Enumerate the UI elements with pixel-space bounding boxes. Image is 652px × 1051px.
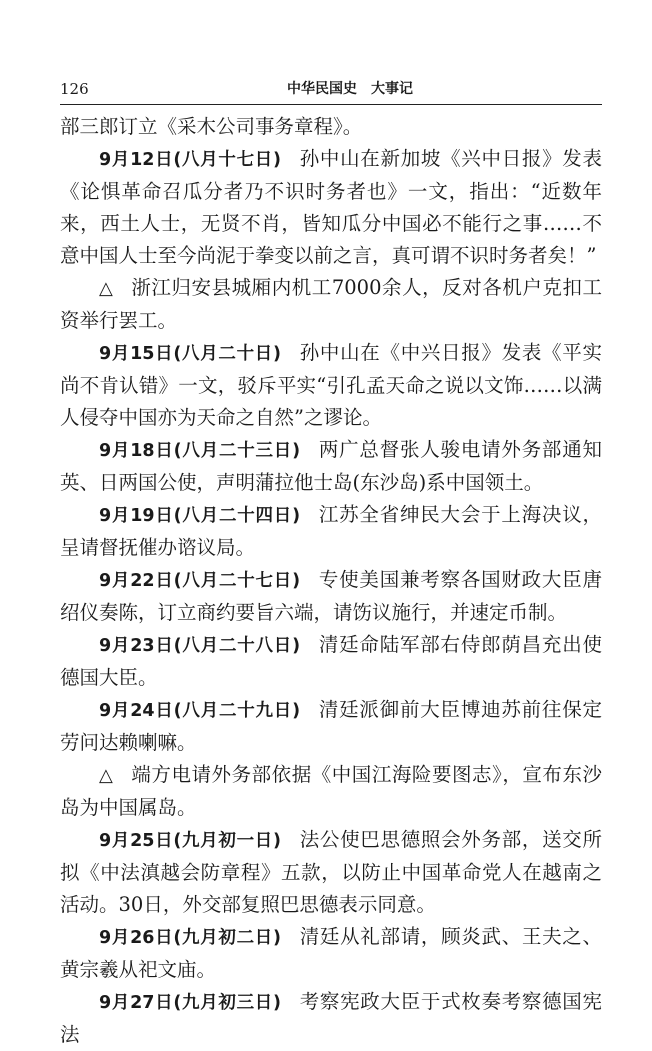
entry-paragraph — [60, 143, 602, 272]
entry-date: 9月22日(八月二十七日) — [99, 571, 301, 591]
entry-text: 专使美国兼考察各国财政大臣唐绍仪奏陈，订立商约要旨六端，请饬议施行，并速定币制。 — [60, 568, 602, 624]
entry-paragraph — [60, 694, 602, 759]
entry-paragraph — [60, 564, 602, 629]
entry-paragraph — [60, 434, 602, 499]
entry-date: 9月24日(八月二十九日) — [99, 701, 301, 721]
entry-date: 9月12日(八月十七日) — [99, 150, 282, 170]
entry-text: 端方电请外务部依据《中国江海险要图志》，宣布东沙岛为中国属岛。 — [60, 763, 602, 819]
entry-date: 9月25日(九月初一日) — [99, 831, 282, 851]
entry-paragraph — [60, 272, 602, 337]
entry-paragraph — [60, 337, 602, 434]
entry-text: 清廷从礼部请，顾炎武、王夫之、黄宗羲从祀文庙。 — [60, 925, 602, 981]
header-rule — [60, 104, 602, 105]
entry-text: 孙中山在新加坡《兴中日报》发表《论惧革命召瓜分者乃不识时务者也》一文，指出：“近数年来，西土人士，无贤不肖，皆知瓜分中国必不能行之事……不意中国人士至今尚泥于拳变以前之言，真可谓不识时务者矣！” — [60, 147, 602, 267]
entry-text: 两广总督张人骏电请外务部通知英、日两国公使，声明蒲拉他士岛(东沙岛)系中国领土。 — [60, 438, 602, 494]
entry-paragraph — [60, 499, 602, 564]
entry-text: 浙江归安县城厢内机工7000余人，反对各机户克扣工资举行罢工。 — [60, 276, 602, 332]
entry-date: 9月18日(八月二十三日) — [99, 441, 301, 461]
entry-text: 考察宪政大臣于式枚奏考察德国宪法 — [60, 990, 602, 1046]
entry-date: 9月27日(九月初三日) — [99, 993, 282, 1013]
entry-date: 9月26日(九月初二日) — [99, 928, 282, 948]
triangle-marker: △ — [99, 765, 114, 786]
entry-date: 9月19日(八月二十四日) — [99, 506, 301, 526]
entry-text: 清廷派御前大臣博迪苏前往保定劳问达赖喇嘛。 — [60, 698, 602, 754]
entry-text: 部三郎订立《采木公司事务章程》。 — [60, 115, 363, 138]
entry-date: 9月15日(八月二十日) — [99, 344, 282, 364]
entry-text: 孙中山在《中兴日报》发表《平实尚不肯认错》一文，驳斥平实“引孔孟天命之说以文饰……以满人侵夺中国亦为天命之自然”之谬论。 — [60, 341, 602, 429]
entry-paragraph — [60, 986, 602, 1051]
page-number: 126 — [60, 80, 89, 98]
triangle-marker: △ — [99, 278, 114, 299]
entry-text: 清廷命陆军部右侍郎荫昌充出使德国大臣。 — [60, 633, 602, 689]
entry-paragraph — [60, 921, 602, 986]
entry-paragraph — [60, 759, 602, 824]
entry-paragraph — [60, 111, 602, 143]
chronicle-body — [60, 111, 602, 1051]
running-title: 中华民国史 大事记 — [287, 81, 413, 97]
entry-paragraph — [60, 629, 602, 694]
page-header — [60, 78, 600, 100]
entry-paragraph — [60, 824, 602, 921]
entry-text: 法公使巴思德照会外务部，送交所拟《中法滇越会防章程》五款，以防止中国革命党人在越南之活动。30日，外交部复照巴思德表示同意。 — [60, 828, 602, 916]
entry-date: 9月23日(八月二十八日) — [99, 636, 301, 656]
entry-text: 江苏全省绅民大会于上海决议，呈请督抚催办谘议局。 — [60, 503, 602, 559]
